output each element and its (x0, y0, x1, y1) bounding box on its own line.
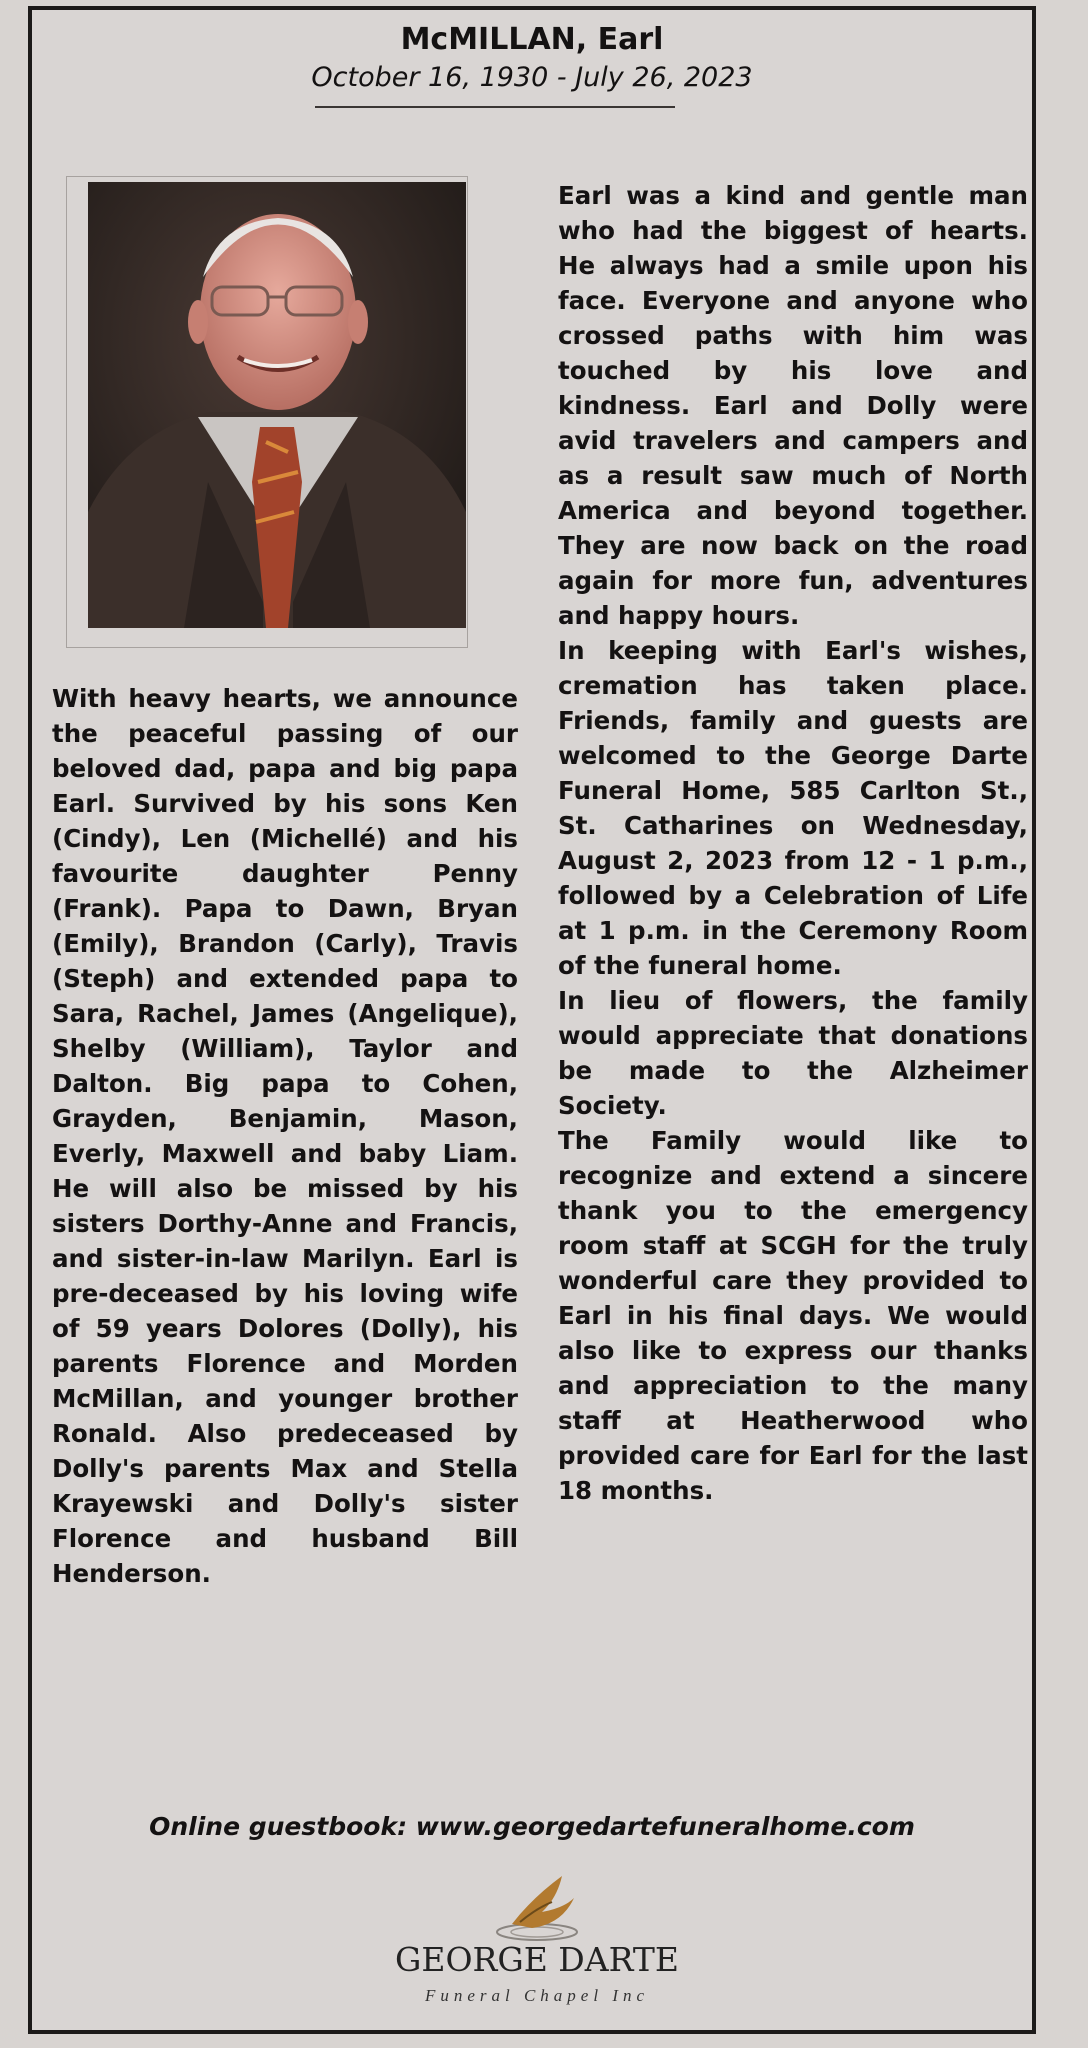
thanks-paragraph: The Family would like to recognize and extend a sincere thank you to the emergency room staff at SCGH for the truly wonderful care they provided to Earl in his final days. We would also like to express our thanks and appreciation to the many staff at Heatherwood who provided care for Earl for the last 18 months. (558, 1126, 1028, 1505)
obituary-left-column (52, 681, 518, 1591)
service-paragraph: In keeping with Earl's wishes, cremation has taken place. Friends, family and guests are welcomed to the George Darte Funeral Home, 585 Carlton St., St. Catharines on Wednesday, August 2, 2023 from 12 - 1 p.m., followed by a Celebration of Life at 1 p.m. in the Ceremony Room of the funeral home. (558, 636, 1028, 980)
obituary-dates: October 16, 1930 - July 26, 2023 (311, 62, 753, 93)
logo-wordmark: GEORGE DARTE (395, 1940, 679, 1979)
portrait-illustration (88, 182, 466, 628)
obituary-name: McMILLAN, Earl (400, 22, 664, 57)
tribute-paragraph: Earl was a kind and gentle man who had the biggest of hearts. He always had a smile upon his face. Everyone and anyone who crossed paths with him was touched by his love and kindness. Earl and Dolly were avid travelers and campers and as a result saw much of North America and beyond together. They are now back on the road again for more fun, adventures and happy hours. (558, 181, 1028, 630)
obituary-notice (28, 6, 1036, 2034)
dove-icon (392, 1868, 682, 1948)
announcement-paragraph: With heavy hearts, we announce the peaceful passing of our beloved dad, papa and big papa Earl. Survived by his sons Ken (Cindy), Len (Michellé) and his favourite daughter Penny (Frank). Papa to Dawn, Bryan (Emily), Brandon (Carly), Travis (Steph) and extended papa to Sara, Rachel, James (Angelique), Shelby (William), Taylor and Dalton. Big papa to Cohen, Grayden, Benjamin, Mason, Everly, Maxwell and baby Liam. He will also be missed by his sisters Dorthy-Anne and Francis, and sister-in-law Marilyn. Earl is pre-deceased by his loving wife of 59 years Dolores (Dolly), his parents Florence and Morden McMillan, and younger brother Ronald. Also predeceased by Dolly's parents Max and Stella Krayewski and Dolly's sister Florence and husband Bill Henderson. (52, 684, 518, 1588)
funeral-home-logo (392, 1868, 682, 2018)
online-guestbook-link[interactable]: Online guestbook: www.georgedartefuneralhome.com (149, 1812, 915, 1841)
title-divider (315, 106, 675, 108)
obituary-right-column (558, 178, 1028, 1508)
logo-subtitle: Funeral Chapel Inc (424, 1986, 650, 2005)
portrait-photo (88, 182, 466, 628)
donations-paragraph: In lieu of flowers, the family would appreciate that donations be made to the Alzheimer Society. (558, 986, 1028, 1120)
